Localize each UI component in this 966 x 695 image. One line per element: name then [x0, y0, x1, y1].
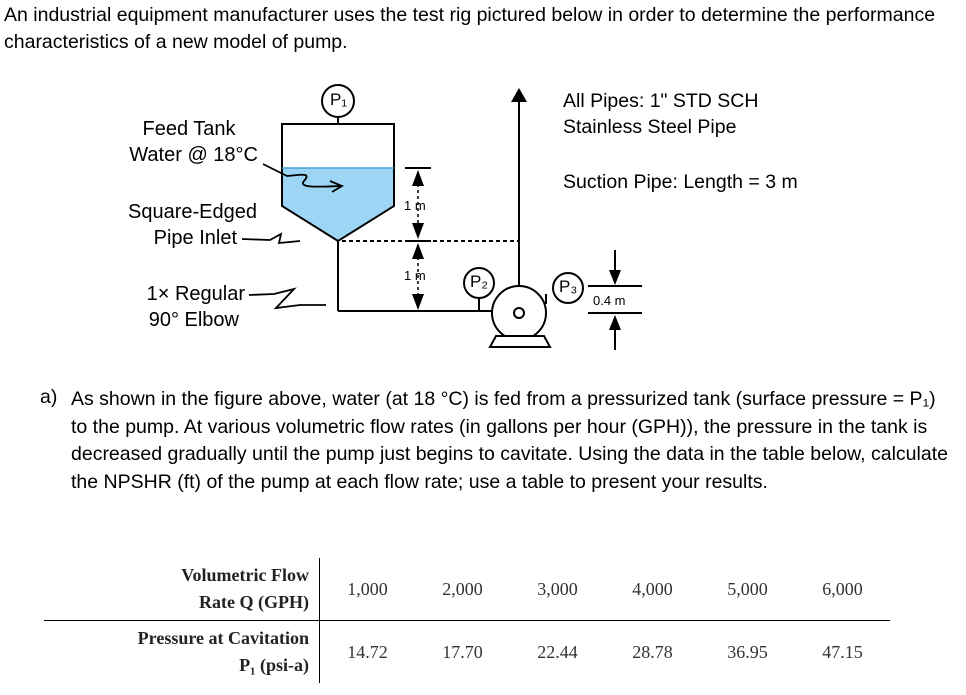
flow-rate-cell: 6,000: [795, 558, 890, 621]
flow-rate-cell: 2,000: [415, 558, 510, 621]
gauge-p1-label: P₁: [330, 90, 348, 109]
flow-rate-cell: 3,000: [510, 558, 605, 621]
suction-note: Suction Pipe: Length = 3 m: [563, 171, 798, 193]
pressure-cell: 28.78: [632, 641, 673, 662]
part-text: As shown in the figure above, water (at 18 °C) is fed from a pressurized tank (surface pressure = P₁) to the pump. At various volumetric flow rates (in gallons per hour (GPH)), the pressure in the tank is decreased gradually until the pump just begins to cavitate. Using the data in the table below, calculate the NPSHR (ft) of the pump at each flow rate; use a table to present your results.: [71, 388, 948, 493]
feed-tank-label: Feed Tank Water @ 18°C: [129, 118, 258, 166]
elbow-label: 1× Regular 90° Elbow: [146, 283, 245, 331]
pump: [492, 286, 546, 340]
dim-upper-label: 1 m: [404, 198, 426, 213]
pressure-cell: 14.72: [347, 641, 388, 662]
flow-rate-cell: 5,000: [700, 558, 795, 621]
dim-lower-label: 1 m: [404, 268, 426, 283]
gauge-p3-label: P₃: [559, 277, 578, 296]
flow-rate-cell: 1,000: [320, 558, 416, 621]
feed-tank-water: [282, 168, 394, 241]
flow-rate-cell: 4,000: [605, 558, 700, 621]
cavitation-data-table: [44, 558, 890, 683]
problem-intro: An industrial equipment manufacturer uses the test rig pictured below in order to determine the performance characteristics of a new model of pump.: [4, 4, 936, 53]
pipe-inlet-label: Square-Edged Pipe Inlet: [128, 201, 257, 249]
flow-rate-header: Volumetric Flow Rate Q (GPH): [44, 558, 320, 621]
flow-rate-row: [44, 558, 890, 621]
pressure-cell: 47.15: [822, 641, 863, 662]
gauge-p2-label: P₂: [470, 272, 488, 291]
pipes-note: All Pipes: 1" STD SCH Stainless Steel Pipe: [563, 90, 759, 138]
pressure-header: Pressure at Cavitation P₁ (psi-a): [44, 621, 320, 684]
dim-pump-label: 0.4 m: [593, 293, 626, 308]
pressure-row: [44, 621, 890, 684]
pressure-cell: 17.70: [442, 641, 483, 662]
pressure-cell: 36.95: [727, 641, 768, 662]
pressure-cell: 22.44: [537, 641, 578, 662]
part-label: a): [40, 386, 58, 408]
